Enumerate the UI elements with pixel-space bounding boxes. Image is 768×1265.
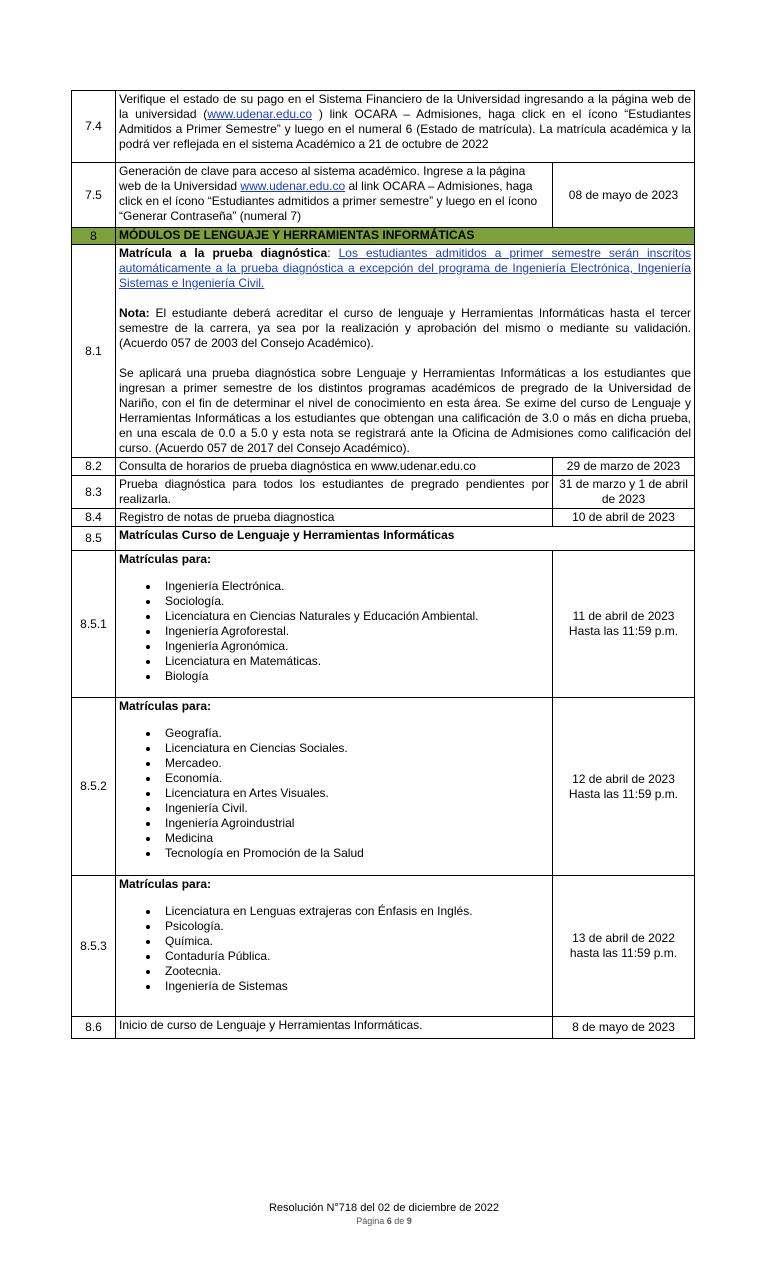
table-row	[72, 698, 695, 876]
row-description	[116, 698, 553, 876]
list-item: Ingeniería Agroindustrial	[165, 816, 549, 831]
table-row	[72, 1017, 695, 1039]
list-item: Química.	[165, 934, 549, 949]
list-item: Ingeniería Agroforestal.	[165, 624, 549, 639]
section-number: 8	[72, 228, 116, 245]
list-item: Psicología.	[165, 919, 549, 934]
list-item: Mercadeo.	[165, 756, 549, 771]
row-number: 8.6	[72, 1017, 116, 1039]
list-item: Contaduría Pública.	[165, 949, 549, 964]
list-item: Economía.	[165, 771, 549, 786]
row-date: 10 de abril de 2023	[553, 509, 695, 527]
list-item: Licenciatura en Ciencias Sociales.	[165, 741, 549, 756]
list-item: Sociología.	[165, 594, 549, 609]
list-heading: Matrículas para:	[119, 552, 212, 566]
row-description: Verifique el estado de su pago en el Sistema Financiero de la Universidad ingresando a la página web de la universidad (www.udenar.edu.co ) link OCARA – Admisiones, haga click en el ícono “Estudiantes Admitidos a Primer Semestre” y luego en el numeral 6 (Estado de matrícula). La matrícula académica y la podrá ver reflejada en el sistema Académico a 21 de octubre de 2022	[116, 91, 695, 163]
row-number: 8.3	[72, 476, 116, 509]
program-list	[119, 726, 549, 861]
udenar-link[interactable]: www.udenar.edu.co	[207, 107, 313, 121]
list-item: Tecnología en Promoción de la Salud	[165, 846, 549, 861]
row-date: 08 de mayo de 2023	[553, 163, 695, 228]
row-number: 8.5.1	[72, 551, 116, 698]
row-title: Matrículas Curso de Lenguaje y Herramientas Informáticas	[116, 527, 695, 551]
table-row	[72, 91, 695, 163]
section-header-row	[72, 228, 695, 245]
row-number: 8.1	[72, 245, 116, 458]
exemption-paragraph: Se aplicará una prueba diagnóstica sobre Lenguaje y Herramientas Informáticas a los estudiantes que ingresan a primer semestre de los distintos programas académicos de pregrado de la Universidad de Nariño, con el fin de determinar el nivel de conocimiento en esta área. Se exime del curso de Lenguaje y Herramientas Informáticas a los estudiantes que obtengan una calificación de 3.0 o más en dicha prueba, en una escala de 0.0 a 5.0 y esta nota se registrará ante la Oficina de Admisiones como calificación del curso. (Acuerdo 057 de 2017 del Consejo Académico).	[119, 366, 692, 455]
list-item: Zootecnia.	[165, 964, 549, 979]
row-number: 8.4	[72, 509, 116, 527]
table-row	[72, 163, 695, 228]
row-number: 7.5	[72, 163, 116, 228]
list-item: Ingeniería Civil.	[165, 801, 549, 816]
row-number: 7.4	[72, 91, 116, 163]
table-row	[72, 876, 695, 1017]
table-row	[72, 551, 695, 698]
row-date: 13 de abril de 2022 hasta las 11:59 p.m.	[553, 876, 695, 1017]
row-number: 8.2	[72, 458, 116, 476]
row-number: 8.5	[72, 527, 116, 551]
udenar-link[interactable]: www.udenar.edu.co	[240, 179, 346, 193]
row-description: Inicio de curso de Lenguaje y Herramientas Informáticas.	[116, 1017, 553, 1039]
list-item: Geografía.	[165, 726, 549, 741]
row-description: Generación de clave para acceso al sistema académico. Ingrese a la página web de la Universidad www.udenar.edu.co al link OCARA – Admisiones, haga click en el ícono “Estudiantes admitidos a primer semestre” y luego en el ícono “Generar Contraseña” (numeral 7)	[116, 163, 553, 228]
row-date: 8 de mayo de 2023	[553, 1017, 695, 1039]
row-number: 8.5.3	[72, 876, 116, 1017]
table-row	[72, 476, 695, 509]
footer-resolution: Resolución N°718 del 02 de diciembre de 2022	[268, 1202, 500, 1214]
row-description: Prueba diagnóstica para todos los estudiantes de pregrado pendientes por realizarla.	[116, 476, 553, 509]
row-description: Consulta de horarios de prueba diagnóstica en www.udenar.edu.co	[116, 458, 553, 476]
schedule-table	[71, 90, 695, 1039]
table-row	[72, 527, 695, 551]
list-item: Licenciatura en Matemáticas.	[165, 654, 549, 669]
footer-page-number: Página 6 de 9	[356, 1216, 412, 1226]
list-heading: Matrículas para:	[119, 699, 212, 713]
list-item: Ingeniería de Sistemas	[165, 979, 549, 994]
list-item: Licenciatura en Ciencias Naturales y Educación Ambiental.	[165, 609, 549, 624]
row-date: 11 de abril de 2023 Hasta las 11:59 p.m.	[553, 551, 695, 698]
row-date: 12 de abril de 2023 Hasta las 11:59 p.m.	[553, 698, 695, 876]
row-description	[116, 551, 553, 698]
row-description	[116, 876, 553, 1017]
list-item: Biología	[165, 669, 549, 684]
row-description	[116, 245, 695, 458]
program-list	[119, 904, 549, 994]
row-number: 8.5.2	[72, 698, 116, 876]
table-row	[72, 458, 695, 476]
row-date: 31 de marzo y 1 de abril de 2023	[553, 476, 695, 509]
list-heading: Matrículas para:	[119, 877, 212, 891]
table-row	[72, 509, 695, 527]
list-item: Ingeniería Agronómica.	[165, 639, 549, 654]
note-paragraph: Nota: El estudiante deberá acreditar el curso de lenguaje y Herramientas Informáticas hasta el tercer semestre de la carrera, ya sea por la realización y aprobación del mismo o mediante su validación. (Acuerdo 057 de 2003 del Consejo Académico).	[119, 306, 692, 350]
diagnostic-enrollment-link[interactable]: Los estudiantes admitidos a primer semestre serán inscritos automáticamente a la prueba diagnóstica a excepción del programa de Ingeniería Electrónica, Ingeniería Sistemas e Ingeniería Civil.	[119, 246, 692, 290]
program-list	[119, 579, 549, 684]
table-row	[72, 245, 695, 458]
diagnostic-enrollment-text: Matrícula a la prueba diagnóstica: Los estudiantes admitidos a primer semestre serán inscritos automáticamente a la prueba diagnóstica a excepción del programa de Ingeniería Electrónica, Ingeniería Sistemas e Ingeniería Civil.	[119, 246, 692, 290]
list-item: Ingeniería Electrónica.	[165, 579, 549, 594]
list-item: Licenciatura en Artes Visuales.	[165, 786, 549, 801]
list-item: Licenciatura en Lenguas extrajeras con Énfasis en Inglés.	[165, 904, 549, 919]
list-item: Medicina	[165, 831, 549, 846]
row-description: Registro de notas de prueba diagnostica	[116, 509, 553, 527]
section-title: MÓDULOS DE LENGUAJE Y HERRAMIENTAS INFORMÁTICAS	[116, 228, 695, 245]
row-date: 29 de marzo de 2023	[553, 458, 695, 476]
